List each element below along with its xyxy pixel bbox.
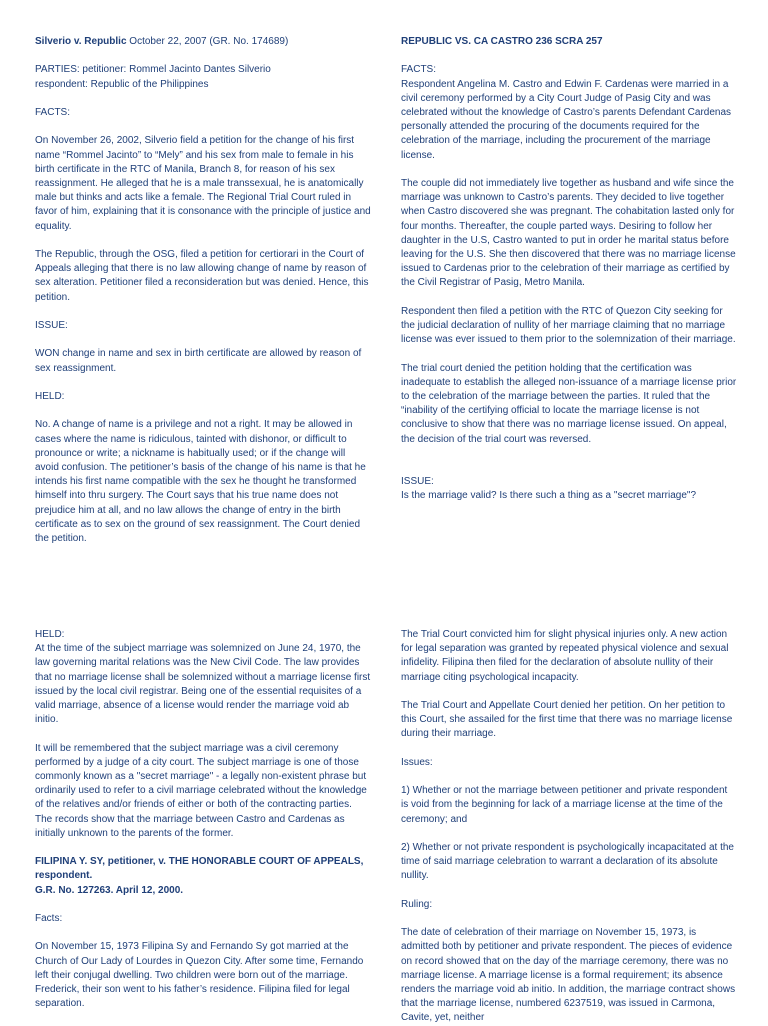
facts-heading: FACTS: bbox=[401, 64, 437, 76]
held-heading: HELD: bbox=[35, 629, 65, 640]
case-title: Silverio v. Republic October 22, 2007 (GR. No. 174689) bbox=[35, 36, 289, 47]
case-title: REPUBLIC VS. CA CASTRO 236 SCRA 257 bbox=[401, 36, 603, 47]
ruling-text: The date of celebration of their marriage on November 15, 1973, is admitted both by petitioner and private respondent. The pieces of evidence on record showed that on the day of the marriage ceremony, there was no marriage license. A marriage license is a formal requirement; its absence renders the marriage void ab initio. In addition, the marriage contract shows that the marriage license, numbered 6237519, was issued in Carmona, Cavite, yet, neither bbox=[401, 927, 736, 1024]
column-castro-held-sy-case bbox=[35, 628, 371, 1011]
facts-heading: Facts: bbox=[35, 913, 63, 925]
held-paragraph: It will be remembered that the subject marriage was a civil ceremony performed by a judge of a city court. The subject marriage is one of those commonly known as a "secret marriage" - a legally non-existent phrase but ordinarily used to refer to a civil marriage celebrated without the knowledge of the relatives and/or friends of either or both of the contracting parties. The records show that the marriage between Castro and Cardenas as initially unknown to the parents of the former. bbox=[35, 742, 367, 839]
parties: PARTIES: petitioner: Rommel Jacinto Dantes Silverio respondent: Republic of the Philippines bbox=[35, 64, 271, 90]
issue-text: WON change in name and sex in birth certificate are allowed by reason of sex reassignment. bbox=[35, 348, 362, 374]
ruling-heading: Ruling: bbox=[401, 898, 433, 910]
facts-paragraph: Respondent then filed a petition with the RTC of Quezon City seeking for the judicial declaration of nullity of her marriage claiming that no marriage license was ever issued to them prior to the solemnization of their marriage. bbox=[401, 305, 736, 346]
held-paragraph: At the time of the subject marriage was solemnized on June 24, 1970, the law governing marital relations was the New Civil Code. The law provides that no marriage license shall be solemnized without a marriage license first issued by the local civil registrar. Being one of the essential requisites of a valid marriage, absence of a license would render the marriage void ab initio. bbox=[35, 643, 371, 726]
column-silverio-case bbox=[35, 35, 371, 546]
issues-heading: Issues: bbox=[401, 756, 433, 768]
facts-paragraph: On November 26, 2002, Silverio field a petition for the change of his first name “Rommel Jacinto” to “Mely” and his sex from male to female in his birth certificate in the RTC of Manila, Branch 8, for reason of his sex reassignment. He alleged that he is a male transsexual, he is anatomically male but thinks and acts like a female. The Regional Trial Court ruled in favor of him, explaining that it is consonance with the principle of justice and equality. bbox=[35, 135, 371, 232]
facts-paragraph: The trial court denied the petition holding that the certification was inadequate to establish the alleged non-issuance of a marriage license prior to the celebration of the marriage between the parties. It ruled that the “inability of the certifying official to locate the marriage license is not conclusive to show that there was no marriage license issued. On appeal, the decision of the trial court was reversed. bbox=[401, 362, 737, 445]
facts-text: On November 15, 1973 Filipina Sy and Fernando Sy got married at the Church of Our Lady of Lourdes in Quezon City. After some time, Fernando left their conjugal dwelling. Two children were born out of the marriage. Frederick, their son went to his father’s residence. Filipina filed for legal separation. bbox=[35, 941, 364, 1010]
issue-heading: ISSUE: bbox=[35, 319, 68, 331]
issue-item: 1) Whether or not the marriage between petitioner and private respondent is void from the beginning for lack of a marriage license at the time of the ceremony; and bbox=[401, 785, 728, 825]
column-castro-case bbox=[401, 35, 737, 504]
held-text: No. A change of name is a privilege and not a right. It may be allowed in cases where the name is ridiculous, tainted with dishonor, or difficult to pronounce or write; a nickname is habitually used; or if the change will avoid confusion. The petitioner’s basis of the change of his name is that he intends his first name compatible with the sex he thought he transformed himself into thru surgery. The Court says that his true name does not prejudice him at all, and no law allows the change of entry in the birth certificate as to sex on the ground of sex reassignment. The Court denied the petition. bbox=[35, 419, 366, 544]
held-heading: HELD: bbox=[35, 390, 65, 402]
column-sy-case-continued bbox=[401, 628, 737, 1026]
case-title: FILIPINA Y. SY, petitioner, v. THE HONORABLE COURT OF APPEALS, respondent. G.R. No. 127263. April 12, 2000. bbox=[35, 856, 364, 896]
issue-item: 2) Whether or not private respondent is psychologically incapacitated at the time of said marriage celebration to warrant a declaration of its absolute nullity. bbox=[401, 841, 734, 882]
facts-paragraph: The Republic, through the OSG, filed a petition for certiorari in the Court of Appeals alleging that there is no law allowing change of name by reason of sex alteration. Petitioner filed a reconsideration but was denied. Hence, this petition. bbox=[35, 248, 369, 303]
facts-paragraph: Respondent Angelina M. Castro and Edwin F. Cardenas were married in a civil ceremony performed by a City Court Judge of Pasig City and was celebrated without the knowledge of Castro’s parents Defendant Cardenas personally attended the procuring of the documents required for the celebration of the marriage, including the procurement of the marriage license. bbox=[401, 78, 732, 161]
body-paragraph: The Trial Court convicted him for slight physical injuries only. A new action for legal separation was granted by repeated physical violence and sexual infidelity. Filipina then filed for the declaration of absolute nullity of their marriage citing psychological incapacity. bbox=[401, 629, 729, 683]
facts-paragraph: The couple did not immediately live together as husband and wife since the marriage was unknown to Castro’s parents. They decided to live together when Castro discovered she was pregnant. The cohabitation lasted only for four months. Thereafter, the couple parted ways. Desiring to follow her daughter in the U.S, Castro wanted to put in order he marital status before leaving for the U.S. She then discovered that there was no marriage license issued to Cardenas prior to the celebration of their marriage as certified by the Civil Registrar of Pasig, Metro Manila. bbox=[401, 178, 736, 289]
facts-heading: FACTS: bbox=[35, 106, 71, 118]
issue-text: Is the marriage valid? Is there such a thing as a "secret marriage"? bbox=[401, 490, 697, 502]
body-paragraph: The Trial Court and Appellate Court denied her petition. On her petition to this Court, she assailed for the first time that there was no marriage license during their marriage. bbox=[401, 700, 733, 740]
issue-heading: ISSUE: bbox=[401, 476, 434, 488]
